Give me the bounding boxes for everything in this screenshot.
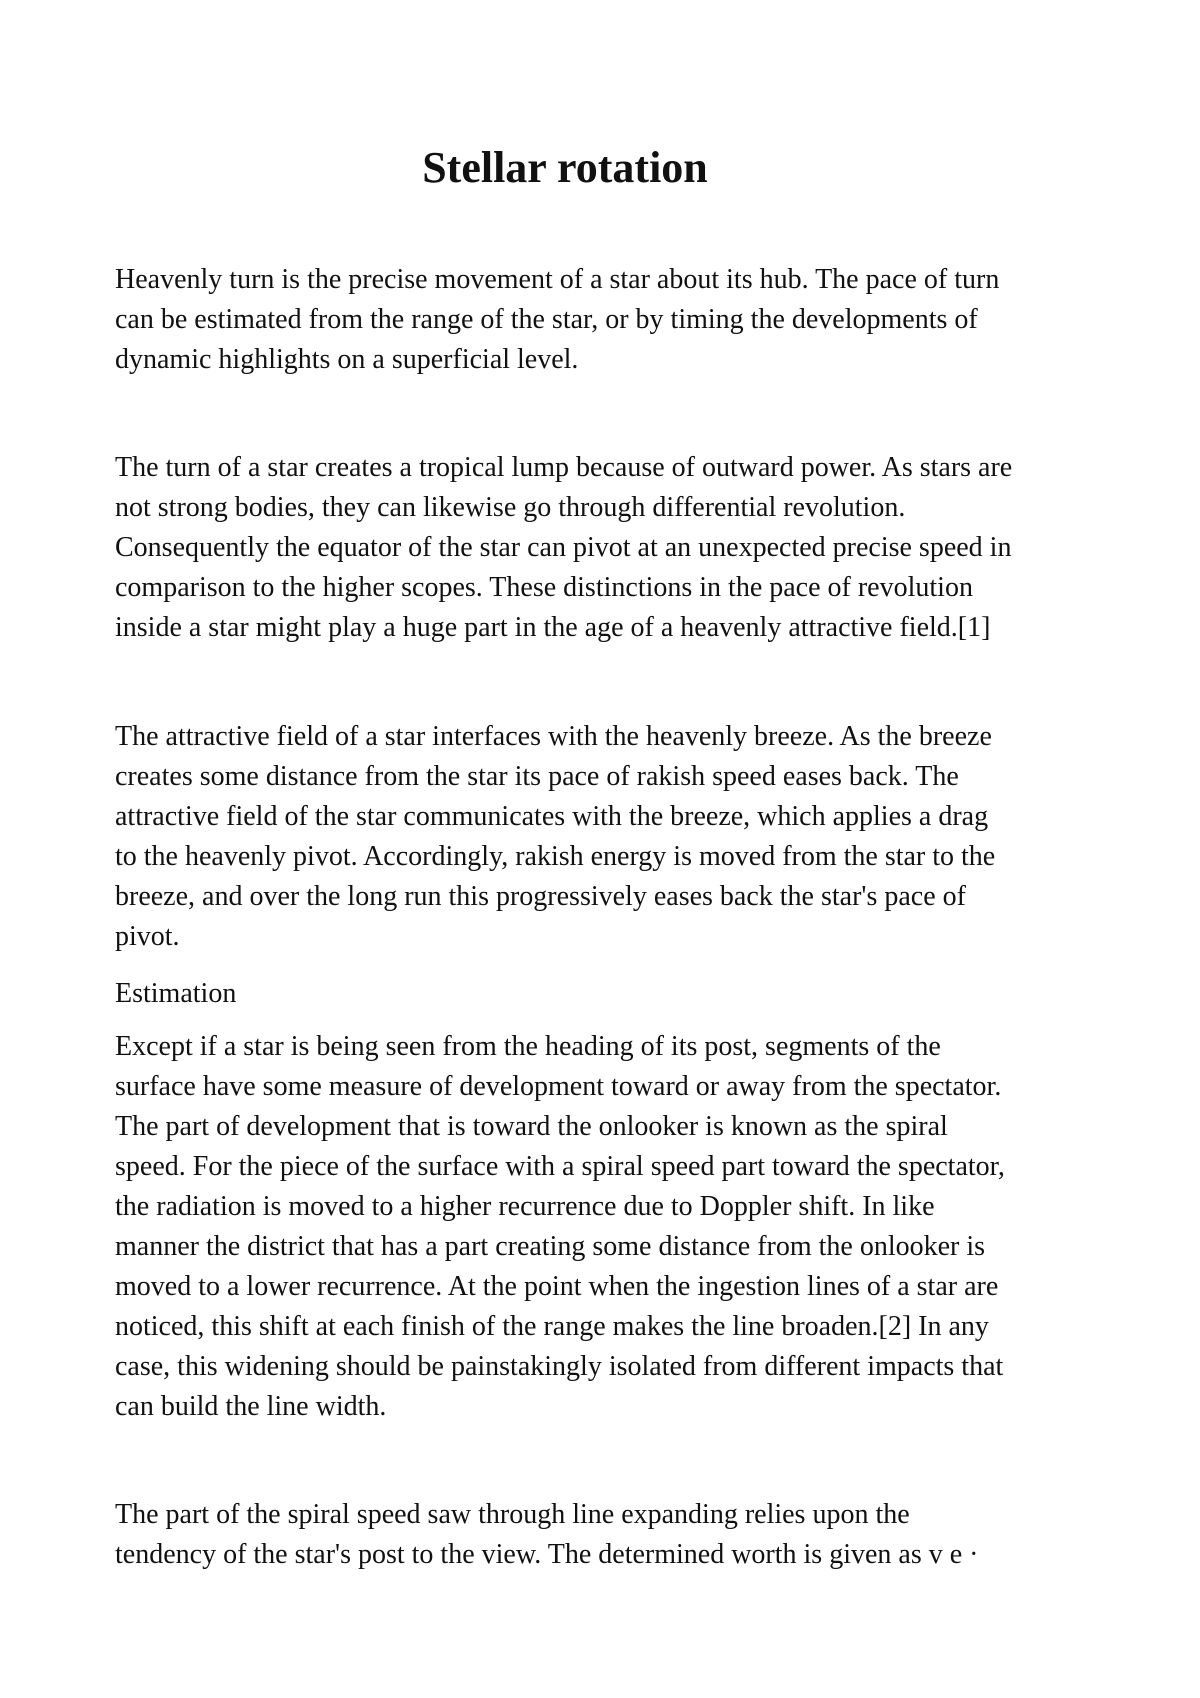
- paragraph-doppler-broadening: Except if a star is being seen from the heading of its post, segments of the surface have some measure of development toward or away from the spectator. The part of development that is toward the onlooker is known as the spiral speed. For the piece of the surface with a spiral speed part toward the spectator, the radiation is moved to a higher recurrence due to Doppler shift. In like manner the district that has a part creating some distance from the onlooker is moved to a lower recurrence. At the point when the ingestion lines of a star are noticed, this shift at each finish of the range makes the line broaden.[2] In any case, this widening should be painstakingly isolated from different impacts that can build the line width.: [115, 1031, 1005, 1422]
- section-heading-estimation: Estimation: [115, 978, 237, 1009]
- paragraph-inclination: The part of the spiral speed saw through line expanding relies upon the tendency of the star's post to the view. The determined worth is given as v e ·: [115, 1499, 979, 1570]
- paragraph-differential-rotation: The turn of a star creates a tropical lump because of outward power. As stars are not strong bodies, they can likewise go through differential revolution. Consequently the equator of the star can pivot at an unexpected precise speed in comparison to the higher scopes. These distinctions in the pace of revolution inside a star might play a huge part in the age of a heavenly attractive field.[1]: [115, 452, 1013, 643]
- paragraph-intro: Heavenly turn is the precise movement of a star about its hub. The pace of turn can be estimated from the range of the star, or by timing the developments of dynamic highlights on a superficial level.: [115, 264, 1000, 375]
- paragraph-magnetic-braking: The attractive field of a star interfaces with the heavenly breeze. As the breeze creates some distance from the star its pace of rakish speed eases back. The attractive field of the star communicates with the breeze, which applies a drag to the heavenly pivot. Accordingly, rakish energy is moved from the star to the breeze, and over the long run this progressively eases back the star's pace of pivot.: [115, 721, 996, 952]
- page-title: Stellar rotation: [422, 143, 708, 192]
